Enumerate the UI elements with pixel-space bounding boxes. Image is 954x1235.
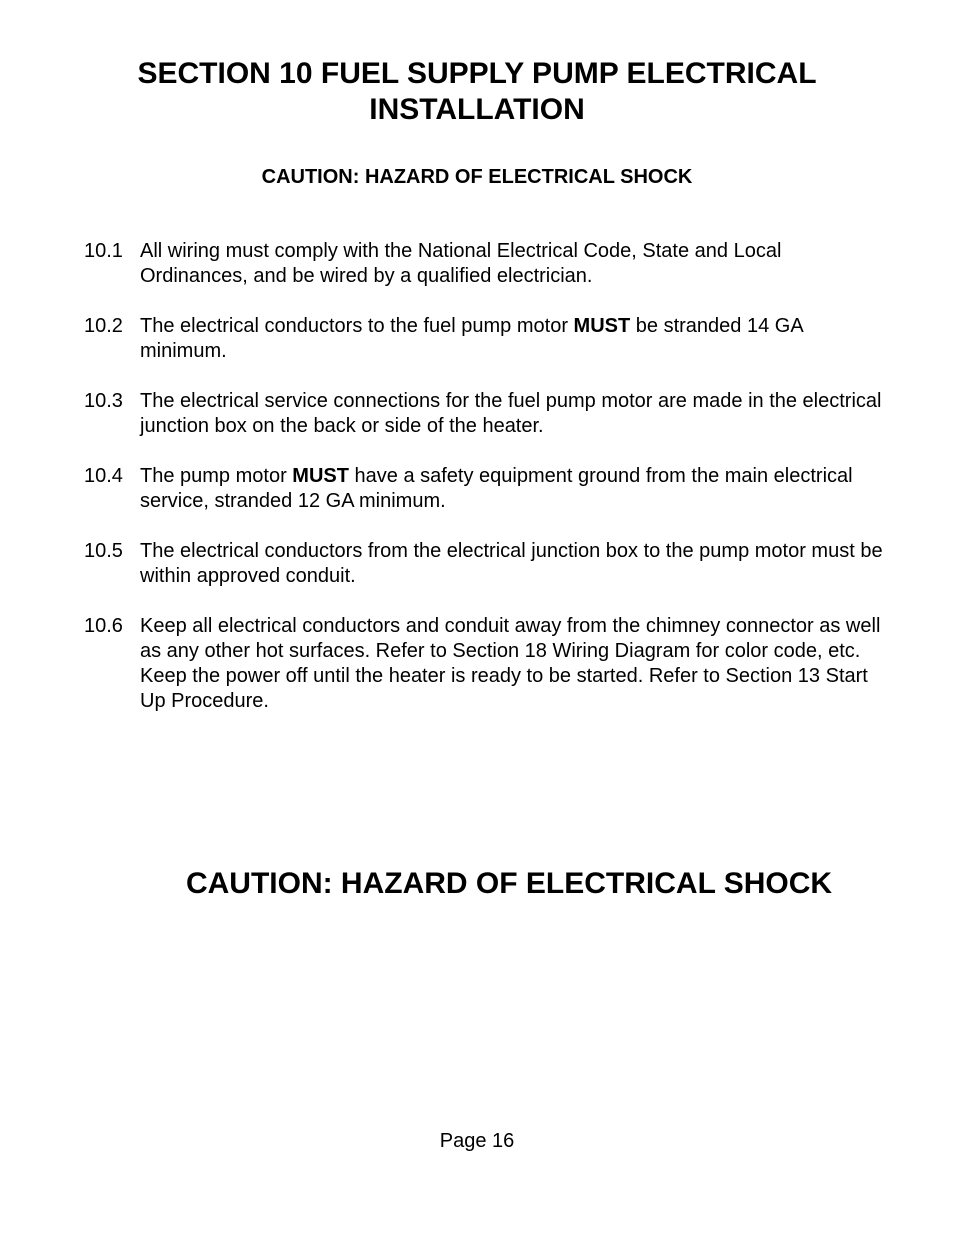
- item-text-post: be stranded 14 GA minimum.: [140, 315, 803, 362]
- item-number: 10.4: [84, 465, 123, 487]
- section-title-line-2: INSTALLATION: [369, 93, 585, 126]
- section-title-line-1: SECTION 10 FUEL SUPPLY PUMP ELECTRICAL: [137, 57, 817, 90]
- item-text-pre: The pump motor: [140, 465, 293, 487]
- caution-header: CAUTION: HAZARD OF ELECTRICAL SHOCK: [261, 166, 693, 188]
- item-number: 10.5: [84, 540, 123, 562]
- item-number: 10.1: [84, 240, 123, 262]
- item-text-post: have a safety equipment ground from the main electrical service, stranded 12 GA minimum.: [140, 465, 853, 512]
- item-text-pre: All wiring must comply with the National Electrical Code, State and Local Ordinances, and be wired by a qualified electrician.: [140, 240, 782, 287]
- caution-footer: CAUTION: HAZARD OF ELECTRICAL SHOCK: [185, 867, 833, 900]
- item-text-pre: The electrical service connections for the fuel pump motor are made in the electrical junction box on the back or side of the heater.: [140, 390, 882, 437]
- item-text-pre: Keep all electrical conductors and conduit away from the chimney connector as well as any other hot surfaces. Refer to Section 18 Wiring Diagram for color code, etc. Keep the power off until the heater is ready to be started. Refer to Section 13 Start Up Procedure.: [140, 615, 881, 712]
- item-text-emphasis: MUST: [292, 465, 349, 487]
- item-text-pre: The electrical conductors to the fuel pump motor: [140, 315, 574, 337]
- page-number: Page 16: [439, 1130, 515, 1152]
- item-number: 10.3: [84, 390, 123, 412]
- item-number: 10.2: [84, 315, 123, 337]
- item-text-emphasis: MUST: [573, 315, 631, 337]
- item-number: 10.6: [84, 615, 123, 637]
- item-text-pre: The electrical conductors from the electrical junction box to the pump motor must be within approved conduit.: [140, 540, 883, 587]
